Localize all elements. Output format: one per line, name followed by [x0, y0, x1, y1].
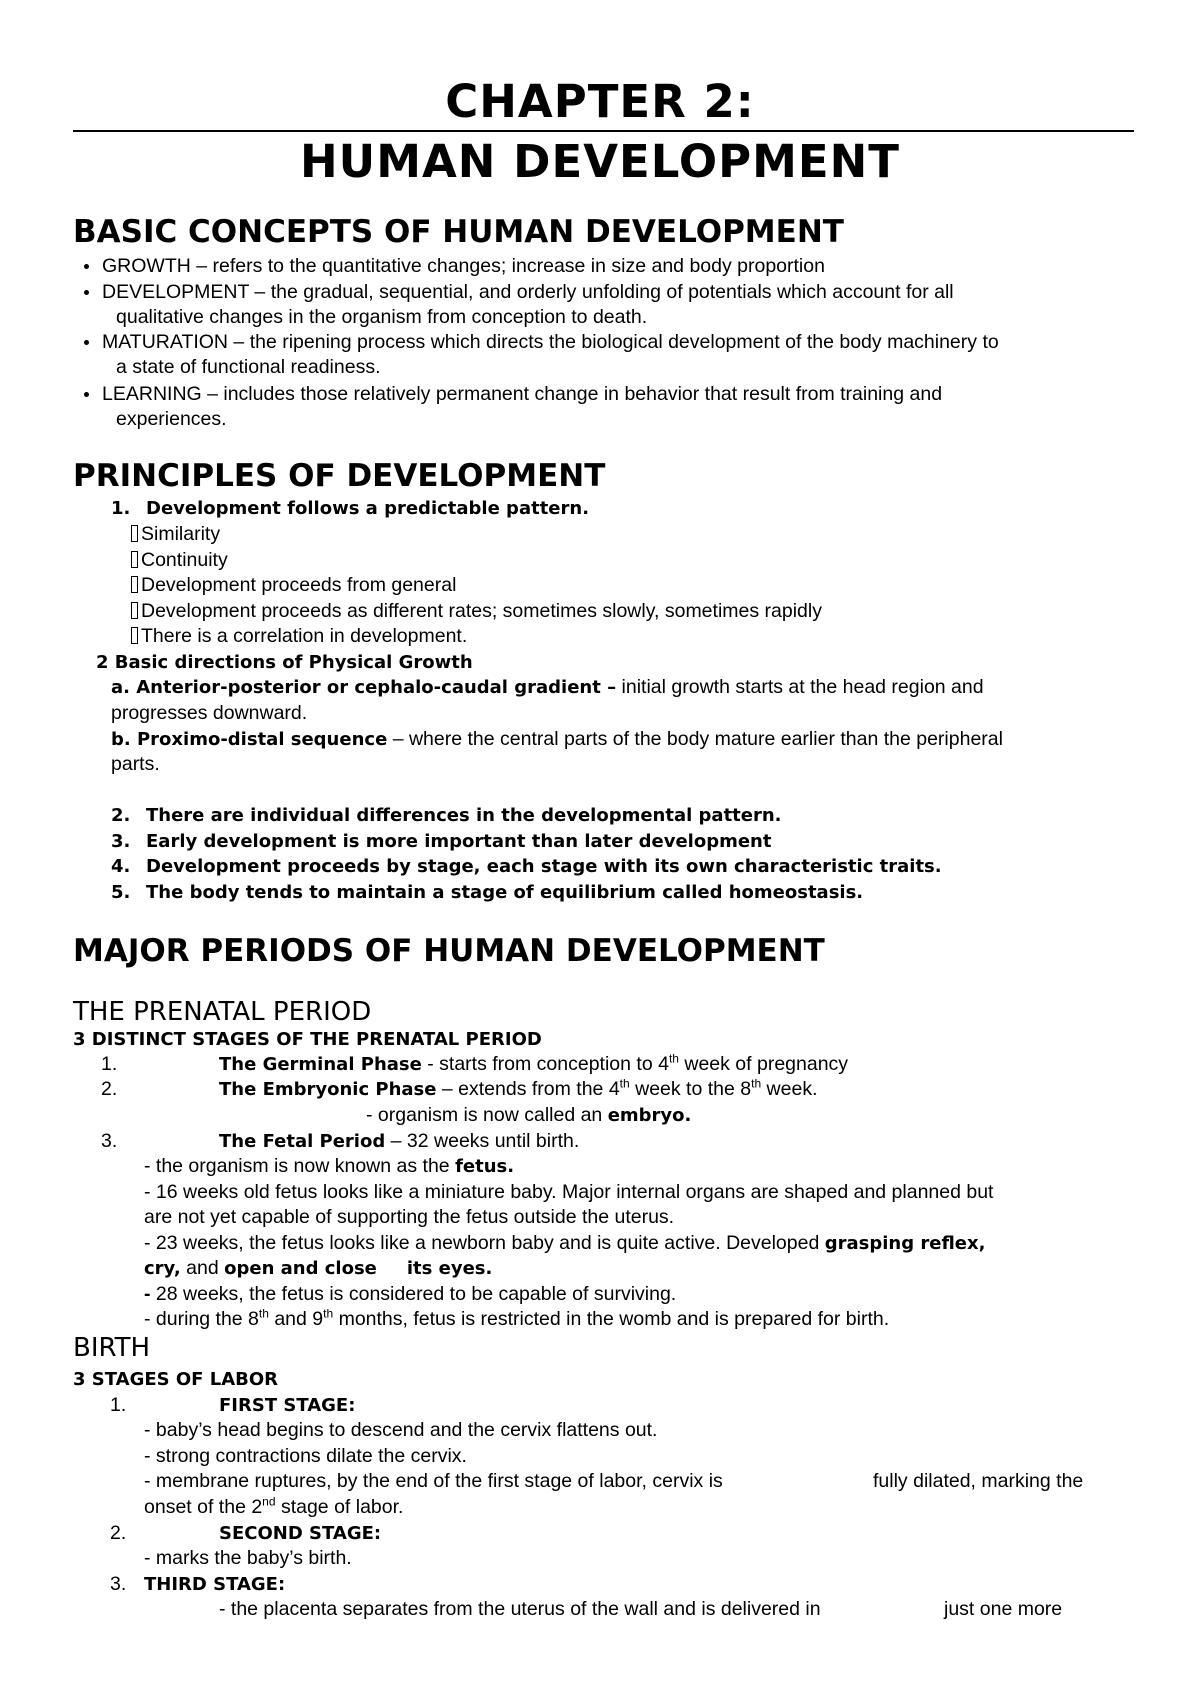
labor-note-right: fully dilated, marking the	[873, 1470, 1084, 1492]
principle-number: 3.	[111, 831, 131, 852]
labor-note: - baby’s head begins to descend and the cervix flattens out.	[144, 1419, 658, 1441]
square-bullet-icon	[131, 551, 138, 568]
fetal-period: The Fetal Period – 32 weeks until birth.	[219, 1130, 580, 1152]
stage-number: 1.	[101, 1053, 118, 1075]
principle-number: 1.	[111, 498, 131, 519]
basic-concepts-heading: BASIC CONCEPTS OF HUMAN DEVELOPMENT	[73, 214, 844, 250]
fetal-note: - 28 weeks, the fetus is considered to be capable of surviving.	[144, 1283, 677, 1305]
principle-number: 4.	[111, 856, 131, 877]
germinal-phase: The Germinal Phase - starts from conception to 4th week of pregnancy	[219, 1051, 849, 1075]
labor-note: - membrane ruptures, by the end of the first stage of labor, cervix is	[144, 1470, 723, 1492]
square-bullet-icon	[131, 576, 138, 593]
prenatal-heading: THE PRENATAL PERIOD	[73, 997, 372, 1027]
bullet-maturation-cont: a state of functional readiness.	[116, 356, 381, 378]
labor-note-right: just one more	[944, 1598, 1063, 1620]
chapter-title: HUMAN DEVELOPMENT	[300, 135, 900, 188]
sub-item: There is a correlation in development.	[131, 624, 467, 649]
stage-number: 3.	[110, 1573, 127, 1595]
embryonic-phase-note: - organism is now called an embryo.	[366, 1104, 692, 1126]
sub-item: Similarity	[131, 522, 220, 547]
principle-1: Development follows a predictable pattern.	[146, 498, 590, 519]
major-periods-heading: MAJOR PERIODS OF HUMAN DEVELOPMENT	[73, 933, 825, 969]
fetal-note-cont: cry, and open and close its eyes.	[144, 1257, 493, 1279]
chapter-number: CHAPTER 2:	[445, 75, 755, 128]
square-bullet-icon	[131, 602, 138, 619]
stage-number: 3.	[101, 1130, 118, 1152]
bullet-growth: GROWTH – refers to the quantitative changes; increase in size and body proportion	[102, 255, 825, 277]
principle-number: 2.	[111, 805, 131, 826]
labor-note: - strong contractions dilate the cervix.	[144, 1445, 467, 1467]
first-stage: FIRST STAGE:	[219, 1395, 356, 1416]
birth-heading: BIRTH	[73, 1333, 151, 1363]
labor-stages-title: 3 STAGES OF LABOR	[73, 1369, 279, 1390]
bullet-dot	[84, 340, 89, 345]
principle-4: Development proceeds by stage, each stage with its own characteristic traits.	[146, 856, 942, 877]
bullet-learning-cont: experiences.	[116, 408, 227, 430]
third-stage: THIRD STAGE:	[144, 1574, 286, 1595]
bullet-learning: LEARNING – includes those relatively permanent change in behavior that result from training and	[102, 383, 943, 405]
principle-2: There are individual differences in the developmental pattern.	[146, 805, 782, 826]
bullet-dot	[84, 290, 89, 295]
fetal-note-cont: are not yet capable of supporting the fetus outside the uterus.	[144, 1206, 675, 1228]
labor-note: onset of the 2nd stage of labor.	[144, 1494, 404, 1518]
sub-item: Continuity	[131, 548, 228, 573]
sub-item: Development proceeds from general	[131, 573, 456, 598]
fetal-note: - during the 8th and 9th months, fetus is restricted in the womb and is prepared for birth.	[144, 1306, 890, 1330]
direction-b-cont: parts.	[111, 753, 160, 775]
prenatal-stages-title: 3 DISTINCT STAGES OF THE PRENATAL PERIOD	[73, 1029, 542, 1050]
bullet-dot	[84, 392, 89, 397]
stage-number: 1.	[110, 1394, 127, 1416]
principle-3: Early development is more important than later development	[146, 831, 772, 852]
fetal-note: - 16 weeks old fetus looks like a miniature baby. Major internal organs are shaped and planned but	[144, 1181, 994, 1203]
sub-item: Development proceeds as different rates; sometimes slowly, sometimes rapidly	[131, 599, 822, 624]
direction-a-cont: progresses downward.	[111, 702, 308, 724]
direction-a: a. Anterior-posterior or cephalo-caudal gradient – initial growth starts at the head region and	[111, 676, 984, 698]
principle-number: 5.	[111, 882, 131, 903]
square-bullet-icon	[131, 525, 138, 542]
fetal-note: - the organism is now known as the fetus.	[144, 1155, 515, 1177]
stage-number: 2.	[110, 1522, 127, 1544]
title-divider	[73, 130, 1134, 132]
fetal-note: - 23 weeks, the fetus looks like a newborn baby and is quite active. Developed grasping reflex,	[144, 1232, 986, 1254]
growth-directions-title: 2 Basic directions of Physical Growth	[96, 652, 473, 673]
principle-5: The body tends to maintain a stage of equilibrium called homeostasis.	[146, 882, 864, 903]
bullet-dot	[84, 264, 89, 269]
embryonic-phase: The Embryonic Phase – extends from the 4th week to the 8th week.	[219, 1076, 818, 1100]
stage-number: 2.	[101, 1078, 118, 1100]
square-bullet-icon	[131, 627, 138, 644]
direction-b: b. Proximo-distal sequence – where the central parts of the body mature earlier than the peripheral	[111, 728, 1003, 750]
labor-note: - marks the baby’s birth.	[144, 1547, 352, 1569]
bullet-development: DEVELOPMENT – the gradual, sequential, and orderly unfolding of potentials which account for all	[102, 281, 954, 303]
bullet-development-cont: qualitative changes in the organism from conception to death.	[116, 306, 648, 328]
bullet-maturation: MATURATION – the ripening process which directs the biological development of the body machinery to	[102, 331, 999, 353]
principles-heading: PRINCIPLES OF DEVELOPMENT	[73, 458, 606, 494]
labor-note: - the placenta separates from the uterus of the wall and is delivered in	[219, 1598, 821, 1620]
second-stage: SECOND STAGE:	[219, 1523, 382, 1544]
